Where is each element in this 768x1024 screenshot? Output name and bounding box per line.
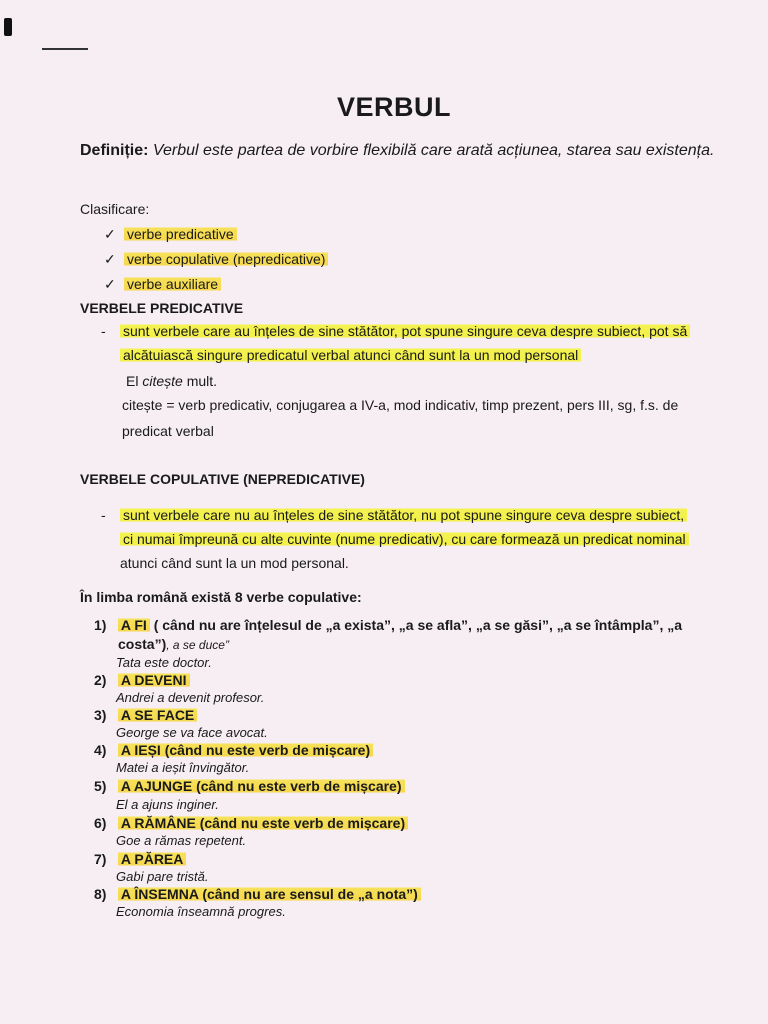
copulative-line-3: atunci când sunt la un mod personal. (120, 555, 349, 571)
checkmark-icon: ✓ (104, 226, 116, 242)
verb-example: Economia înseamnă progres. (116, 904, 286, 919)
checkmark-icon: ✓ (104, 276, 116, 292)
handwritten-note: , a se duce” (166, 638, 229, 652)
verb-item: 7) A PĂREA (94, 851, 186, 867)
verb-example: El a ajuns inginer. (116, 797, 219, 812)
verb-item: 1) A FI ( când nu are înțelesul de „a exista”, „a se afla”, „a se găsi”, „a se întâmpla”, „a (94, 617, 683, 633)
predicative-analysis-1: citește = verb predicativ, conjugarea a IV-a, mod indicativ, timp prezent, pers III, sg, f.s. de (122, 397, 679, 413)
copulative-dash: - (101, 507, 106, 523)
predicative-line-1: sunt verbele care au înțeles de sine stătător, pot spune singure ceva despre subiect, pot să (120, 318, 690, 344)
verb-item: 6) A RĂMÂNE (când nu este verb de mișcare) (94, 815, 408, 831)
classification-label: Clasificare: (80, 201, 150, 217)
verb-example: Gabi pare tristă. (116, 869, 209, 884)
verb-item: 8) A ÎNSEMNA (când nu are sensul de „a nota”) (94, 886, 421, 902)
predicative-example: El citește mult. (126, 373, 218, 389)
page-title: VERBUL (336, 92, 451, 122)
classification-item: ✓ verbe copulative (nepredicative) (104, 251, 328, 268)
binder-mark (4, 18, 12, 36)
copulative-line-2: ci numai împreună cu alte cuvinte (nume predicativ), cu care formează un predicat nominal (120, 526, 689, 552)
verb-item: 5) A AJUNGE (când nu este verb de mișcare) (94, 778, 405, 794)
verb-item: 3) A SE FACE (94, 707, 197, 723)
predicative-heading: VERBELE PREDICATIVE (80, 300, 244, 316)
verb-item: 2) A DEVENI (94, 672, 190, 688)
pen-scribble (42, 48, 88, 50)
predicative-dash: - (101, 323, 106, 339)
predicative-analysis-2: predicat verbal (122, 423, 214, 439)
copulative-line-1: sunt verbele care nu au înțeles de sine stătător, nu pot spune singure ceva despre subiect, (120, 502, 687, 528)
verb-item: 4) A IEȘI (când nu este verb de mișcare) (94, 742, 373, 758)
verb-example: Matei a ieșit învingător. (116, 760, 250, 775)
definition: Definiție: Verbul este partea de vorbire flexibilă care arată acțiunea, starea sau existența. (80, 142, 715, 159)
classification-item: ✓ verbe predicative (104, 226, 237, 243)
verb-example: Andrei a devenit profesor. (116, 690, 265, 705)
definition-text: Verbul este partea de vorbire flexibilă care arată acțiunea, starea sau existența. (152, 142, 715, 159)
predicative-line-2: alcătuiască singure predicatul verbal atunci când sunt la un mod personal (120, 342, 581, 368)
verb-example: Tata este doctor. (116, 655, 212, 670)
copulative-heading: VERBELE COPULATIVE (NEPREDICATIVE) (80, 471, 365, 487)
classification-item: ✓ verbe auxiliare (104, 276, 221, 293)
definition-label: Definiție (80, 142, 144, 159)
verb-example: Goe a rămas repetent. (116, 833, 247, 848)
list-heading: În limba română există 8 verbe copulative: (80, 589, 362, 605)
checkmark-icon: ✓ (104, 251, 116, 267)
verb-item-continuation: costa”), a se duce” (118, 636, 229, 652)
verb-example: George se va face avocat. (116, 725, 268, 740)
